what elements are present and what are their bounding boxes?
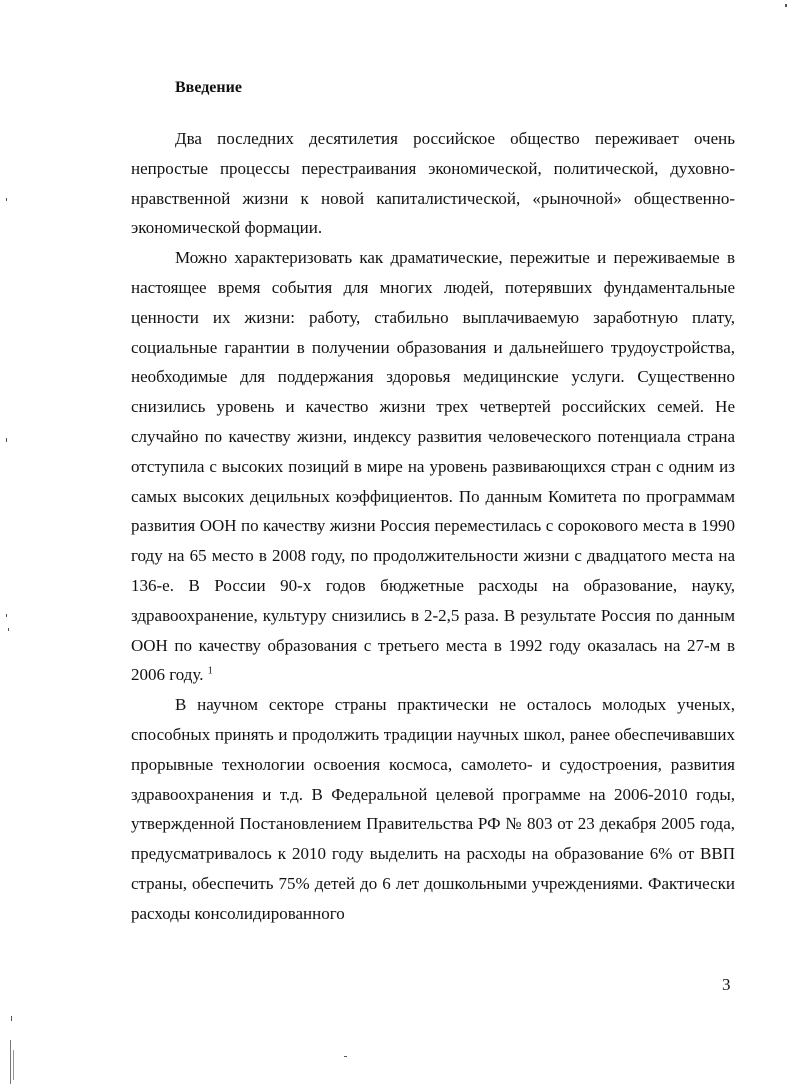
paragraph-2-text: Можно характеризовать как драматические, пережитые и переживаемые в настоящее время события для многих людей, потерявших фундаментальные ценности их жизни: работу, стабильно выплачиваемую заработную плату, социальные гарантии в получении образования и дальнейшего трудоустройства, необходимые для поддержания здоровья медицинские услуги. Существенно снизились уровень и качество жизни трех четвертей российских семей. Не случайно по качеству жизни, индексу развития человеческого потенциала страна отступила с высоких позиций в мире на уровень развивающихся стран с одним из самых высоких децильных коэффициентов. По данным Комитета по программам развития ООН по качеству жизни Россия переместилась с сорокового места в 1990 году на 65 место в 2008 году, по продолжительности жизни с двадцатого места на 136-е. В России 90-х годов бюджетные расходы на образование, науку, здравоохранение, культуру снизились в 2-2,5 раза. В результате Россия по данным ООН по качеству образования с третьего места в 1992 году оказалась на 27-м в 2006 году. <box>131 248 735 685</box>
scan-artifact <box>785 4 787 7</box>
scan-artifact <box>344 1056 347 1057</box>
page-number: 3 <box>722 975 731 994</box>
paragraph-1 <box>131 124 735 243</box>
footnote-marker: 1 <box>207 665 213 677</box>
paragraph-2 <box>131 243 735 690</box>
paragraph-3-text: В научном секторе страны практически не осталось молодых ученых, способных принять и продолжить традиции научных школ, ранее обеспечивавших прорывные технологии освоения космоса, самолето- и судостроения, развития здравоохранения и т.д. В Федеральной целевой программе на 2006-2010 годы, утвержденной Постановлением Правительства РФ № 803 от 23 декабря 2005 года, предусматривалось к 2010 году выделить на расходы на образование 6% от ВВП страны, обеспечить 75% детей до 6 лет дошкольными учреждениями. Фактически расходы консолидированного <box>131 695 735 923</box>
paragraph-3 <box>131 690 735 928</box>
paragraph-1-text: Два последних десятилетия российское общество переживает очень непростые процессы перестраивания экономической, политической, духовно-нравственной жизни к новой капиталистической, «рыночной» общественно-экономической формации. <box>131 129 735 238</box>
scan-artifact <box>10 1040 11 1084</box>
scan-artifact <box>8 628 9 631</box>
scan-artifact <box>6 198 7 201</box>
section-heading: Введение <box>175 79 242 96</box>
scan-artifact <box>6 614 7 617</box>
scan-artifact <box>11 1016 12 1021</box>
body-text <box>131 124 735 929</box>
scan-artifact <box>13 1050 14 1080</box>
scan-artifact <box>6 438 7 442</box>
